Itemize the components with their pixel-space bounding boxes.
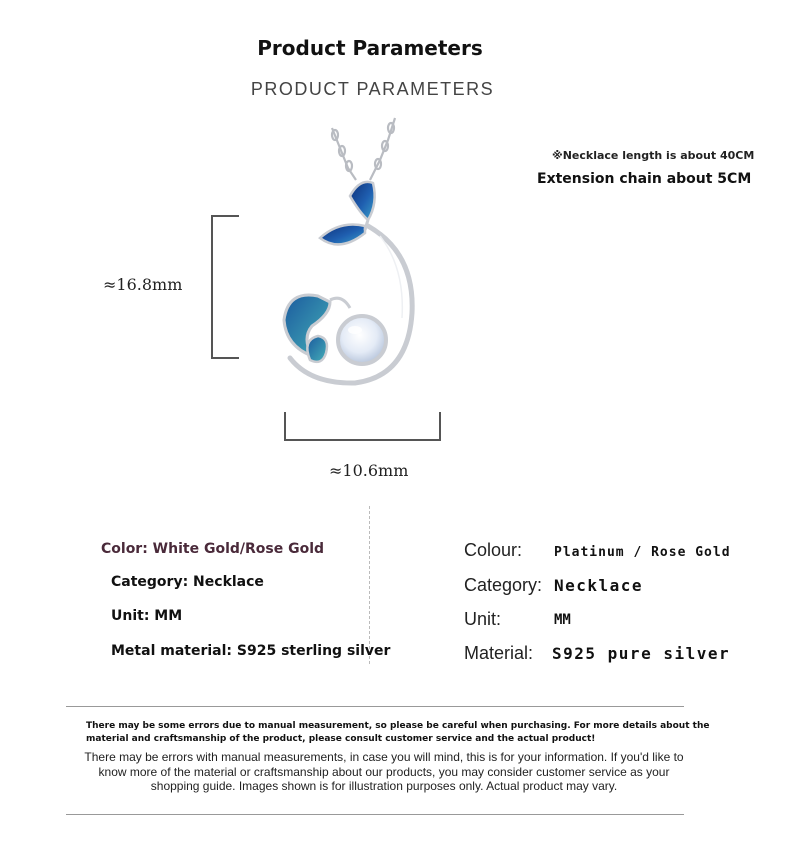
param-right-value-material: S925 pure silver <box>552 644 731 663</box>
divider-line <box>369 506 370 664</box>
height-dimension-bracket <box>205 210 250 365</box>
param-right-value-category: Necklace <box>554 576 644 595</box>
necklace-length-note: ※Necklace length is about 40CM <box>552 149 755 162</box>
top-rule <box>66 706 684 707</box>
page-subtitle: PRODUCT PARAMETERS <box>250 79 495 99</box>
param-right-value-unit: MM <box>554 612 571 628</box>
bottom-rule <box>66 814 684 815</box>
extension-chain-note: Extension chain about 5CM <box>537 171 752 187</box>
param-right-value-colour: Platinum / Rose Gold <box>554 545 731 560</box>
disclaimer-text: There may be errors with manual measurements, in case you will mind, this is for your information. If you'd like to know more of the material or craftsmanship about our products, you may consider customer service as your shopping guide. Images shown is for illustration purposes only. Actual product may vary. <box>84 750 684 793</box>
whale-tail <box>320 182 375 245</box>
param-right-label-colour: Colour: <box>464 540 523 560</box>
chain <box>332 118 395 180</box>
param-color: Color: White Gold/Rose Gold <box>101 541 325 557</box>
height-dimension-label: ≈16.8mm <box>103 275 183 294</box>
page-title: Product Parameters <box>257 36 483 60</box>
param-material: Metal material: S925 sterling silver <box>111 643 391 659</box>
width-dimension-bracket <box>278 406 448 446</box>
param-category: Category: Necklace <box>111 574 264 590</box>
param-unit: Unit: MM <box>111 608 183 624</box>
param-right-label-unit: Unit: <box>464 609 502 629</box>
param-right-label-material: Material: <box>464 643 534 663</box>
disclaimer-bold: There may be some errors due to manual measurement, so please be careful when purchasing. For more details about the material and craftsmanship of the product, please consult customer service and the actual product! <box>86 721 710 744</box>
moonstone <box>338 316 386 364</box>
param-right-label-category: Category: <box>464 575 543 595</box>
width-dimension-label: ≈10.6mm <box>329 461 409 480</box>
